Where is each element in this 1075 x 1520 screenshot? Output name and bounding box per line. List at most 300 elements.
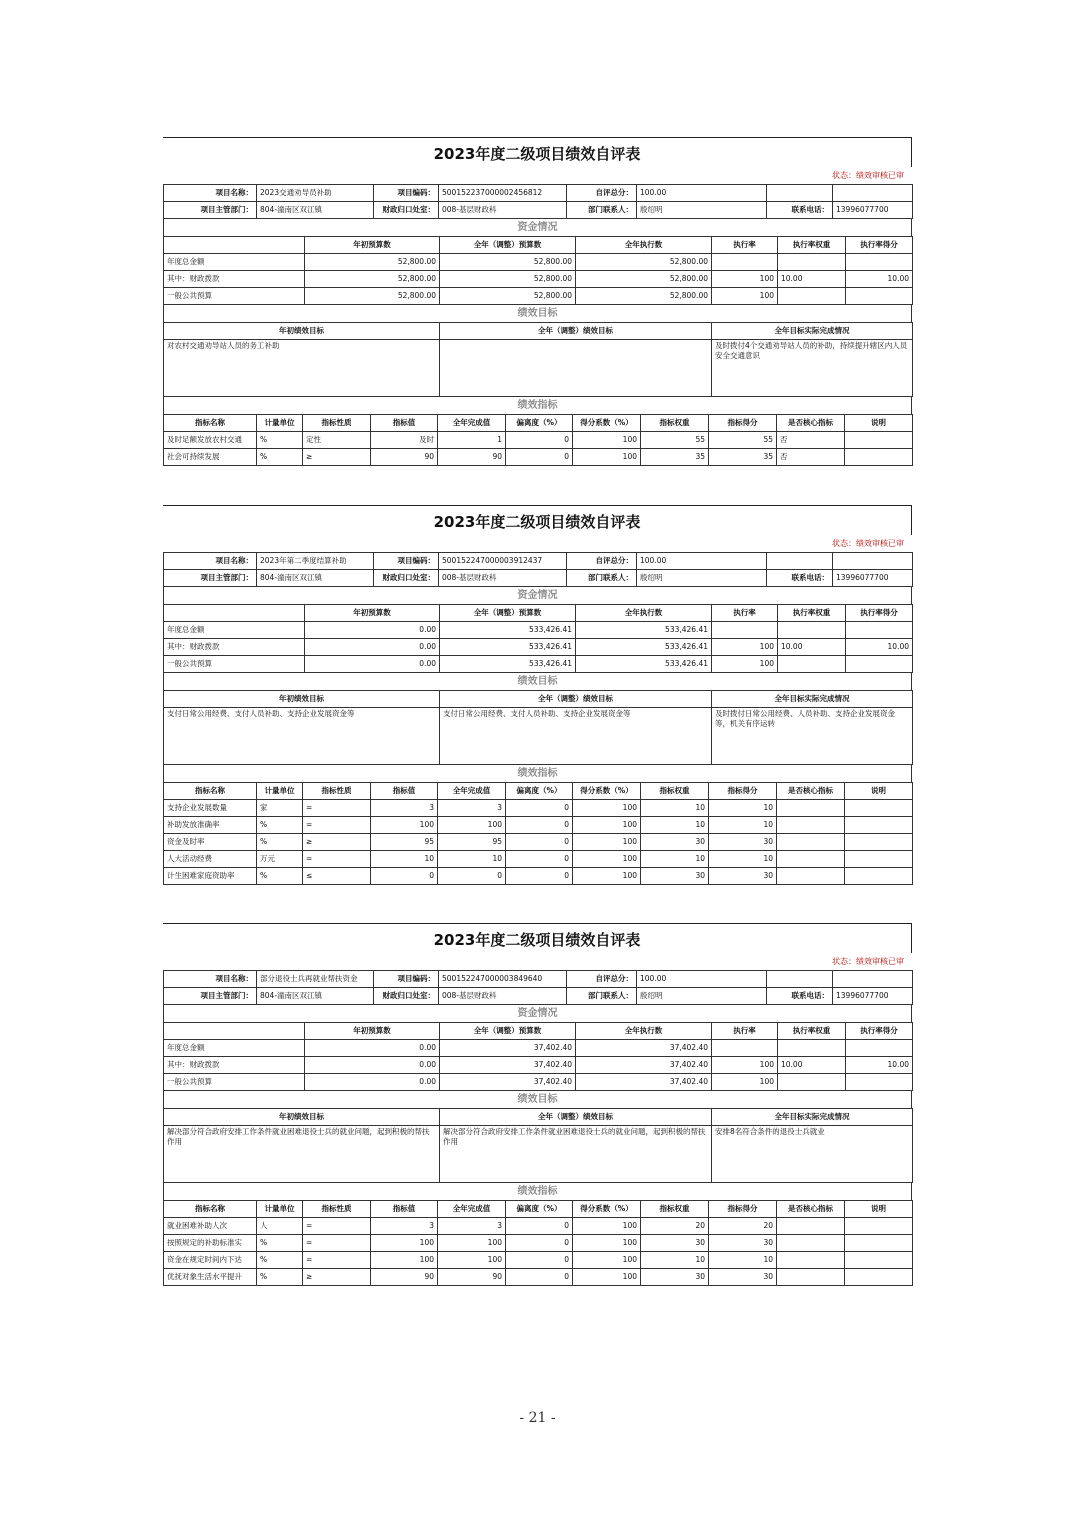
indicator-row — [164, 1235, 913, 1252]
indicator-header: 指标权重 — [641, 415, 709, 432]
funds-row-label: 一般公共预算 — [164, 656, 305, 673]
indicator-coefficient: 100 — [573, 868, 641, 885]
total-score-value: 100.00 — [637, 553, 767, 570]
indicator-weight: 30 — [641, 868, 709, 885]
indicator-score: 30 — [709, 868, 777, 885]
goals-header: 全年（调整）绩效目标 — [440, 323, 712, 340]
department-value: 804-潼南区双江镇 — [257, 988, 374, 1005]
indicator-header: 指标得分 — [709, 1201, 777, 1218]
indicator-header: 是否核心指标 — [777, 1201, 845, 1218]
goals-section-heading: 绩效目标 — [163, 1091, 912, 1108]
indicator-row — [164, 1269, 913, 1286]
funds-cell: 10.00 — [778, 271, 846, 288]
goals-header: 全年目标实际完成情况 — [712, 323, 913, 340]
indicator-core — [777, 868, 845, 885]
indicator-target: 及时 — [371, 432, 438, 449]
empty-cell — [164, 605, 305, 622]
funds-header: 执行率权重 — [778, 237, 846, 254]
funds-cell: 52,800.00 — [440, 254, 576, 271]
funds-header: 执行率权重 — [778, 605, 846, 622]
indicator-score: 30 — [709, 1269, 777, 1286]
indicator-unit: % — [257, 868, 303, 885]
indicator-note — [845, 817, 913, 834]
funds-cell — [846, 254, 913, 271]
indicator-unit: % — [257, 432, 303, 449]
funds-cell: 52,800.00 — [576, 254, 712, 271]
indicator-coefficient: 100 — [573, 800, 641, 817]
indicator-header: 是否核心指标 — [777, 783, 845, 800]
indicator-unit: 万元 — [257, 851, 303, 868]
evaluation-form — [163, 923, 912, 1286]
funds-row — [164, 1040, 913, 1057]
form-title: 2023年度二级项目绩效自评表 — [163, 505, 912, 535]
funds-cell: 0.00 — [305, 622, 440, 639]
funds-table — [163, 1022, 913, 1091]
funds-table — [163, 236, 913, 305]
funds-cell: 52,800.00 — [576, 288, 712, 305]
adjusted-goal-text: 解决部分符合政府安排工作条件就业困难退役士兵的就业问题，起到积极的帮扶作用 — [440, 1126, 712, 1183]
indicator-header: 计量单位 — [257, 783, 303, 800]
funds-cell — [846, 622, 913, 639]
indicator-score: 10 — [709, 1252, 777, 1269]
goals-table — [163, 322, 913, 397]
indicator-actual: 1 — [438, 432, 506, 449]
funds-cell — [846, 1040, 913, 1057]
project-code-value: 500152237000002456812 — [439, 185, 567, 202]
funds-row — [164, 1074, 913, 1091]
indicator-nature: = — [303, 1235, 371, 1252]
indicator-coefficient: 100 — [573, 432, 641, 449]
indicator-header: 指标得分 — [709, 415, 777, 432]
indicator-weight: 10 — [641, 1252, 709, 1269]
indicator-header: 指标名称 — [164, 783, 257, 800]
empty-cell — [833, 553, 913, 570]
funds-header: 年初预算数 — [305, 237, 440, 254]
indicator-deviation: 0 — [506, 834, 573, 851]
evaluation-form — [163, 505, 912, 885]
indicator-score: 30 — [709, 834, 777, 851]
funds-cell: 10.00 — [778, 639, 846, 656]
indicator-actual: 100 — [438, 817, 506, 834]
department-label: 项目主管部门： — [164, 988, 257, 1005]
indicator-unit: % — [257, 1235, 303, 1252]
indicator-score: 20 — [709, 1218, 777, 1235]
funds-row — [164, 271, 913, 288]
indicator-header: 全年完成值 — [438, 783, 506, 800]
indicator-header: 指标值 — [371, 783, 438, 800]
indicator-actual: 100 — [438, 1252, 506, 1269]
indicator-nature: ≥ — [303, 449, 371, 466]
department-label: 项目主管部门： — [164, 202, 257, 219]
funds-cell: 52,800.00 — [440, 288, 576, 305]
funds-cell: 37,402.40 — [440, 1057, 576, 1074]
contact-value: 殷绍明 — [637, 202, 767, 219]
empty-cell — [767, 185, 833, 202]
indicator-header: 指标值 — [371, 1201, 438, 1218]
funds-cell: 10.00 — [846, 271, 913, 288]
goals-table — [163, 1108, 913, 1183]
indicator-name: 资金在规定时间内下达 — [164, 1252, 257, 1269]
goals-header: 年初绩效目标 — [164, 691, 440, 708]
department-value: 804-潼南区双江镇 — [257, 570, 374, 587]
funds-header: 执行率 — [712, 1023, 778, 1040]
indicator-row — [164, 834, 913, 851]
funds-cell — [846, 656, 913, 673]
phone-label: 联系电话： — [767, 202, 833, 219]
empty-cell — [833, 185, 913, 202]
project-name-value: 2023交通劝导员补助 — [257, 185, 374, 202]
funds-row — [164, 288, 913, 305]
phone-value: 13996077700 — [833, 988, 913, 1005]
indicator-actual: 10 — [438, 851, 506, 868]
project-code-label: 项目编码： — [374, 185, 439, 202]
funds-header: 全年（调整）预算数 — [440, 605, 576, 622]
phone-value: 13996077700 — [833, 570, 913, 587]
indicator-target: 90 — [371, 1269, 438, 1286]
page-number: - 21 - — [519, 1410, 556, 1426]
indicator-coefficient: 100 — [573, 1235, 641, 1252]
indicator-nature: ≥ — [303, 1269, 371, 1286]
funds-row-label: 年度总金额 — [164, 622, 305, 639]
goals-section-heading: 绩效目标 — [163, 305, 912, 322]
evaluation-form — [163, 137, 912, 466]
indicator-weight: 30 — [641, 834, 709, 851]
indicator-header: 计量单位 — [257, 1201, 303, 1218]
contact-label: 部门联系人： — [567, 570, 637, 587]
indicator-row — [164, 851, 913, 868]
funds-cell: 0.00 — [305, 1057, 440, 1074]
finance-office-label: 财政归口处室： — [374, 570, 439, 587]
indicator-target: 90 — [371, 449, 438, 466]
contact-label: 部门联系人： — [567, 988, 637, 1005]
funds-cell: 37,402.40 — [576, 1040, 712, 1057]
indicator-note — [845, 834, 913, 851]
project-name-value: 部分退役士兵再就业帮扶资金 — [257, 971, 374, 988]
indicator-deviation: 0 — [506, 817, 573, 834]
funds-cell — [712, 1040, 778, 1057]
funds-cell: 533,426.41 — [576, 656, 712, 673]
indicator-header: 指标得分 — [709, 783, 777, 800]
indicator-deviation: 0 — [506, 1235, 573, 1252]
funds-row-label: 年度总金额 — [164, 254, 305, 271]
status-text: 状态：绩效审核已审 — [832, 957, 904, 966]
empty-cell — [164, 1023, 305, 1040]
indicator-core: 否 — [777, 432, 845, 449]
indicator-actual: 95 — [438, 834, 506, 851]
project-code-label: 项目编码： — [374, 553, 439, 570]
indicator-note — [845, 1269, 913, 1286]
project-info-table — [163, 970, 913, 1005]
funds-cell — [778, 288, 846, 305]
funds-cell: 0.00 — [305, 639, 440, 656]
indicator-header: 指标名称 — [164, 1201, 257, 1218]
indicator-row — [164, 800, 913, 817]
indicator-weight: 20 — [641, 1218, 709, 1235]
indicator-unit: % — [257, 817, 303, 834]
indicator-note — [845, 432, 913, 449]
indicator-nature: = — [303, 1252, 371, 1269]
funds-row — [164, 622, 913, 639]
indicator-header: 指标性质 — [303, 1201, 371, 1218]
finance-office-value: 008-基层财政科 — [439, 988, 567, 1005]
indicator-name: 支持企业发展数量 — [164, 800, 257, 817]
indicators-section-heading: 绩效指标 — [163, 765, 912, 782]
total-score-value: 100.00 — [637, 971, 767, 988]
phone-label: 联系电话： — [767, 988, 833, 1005]
funds-row — [164, 1057, 913, 1074]
indicator-row — [164, 1218, 913, 1235]
actual-completion-text: 安排8名符合条件的退役士兵就业 — [712, 1126, 913, 1183]
indicator-header: 指标权重 — [641, 783, 709, 800]
funds-header: 执行率得分 — [846, 605, 913, 622]
project-code-value: 500152247000003849640 — [439, 971, 567, 988]
funds-header: 全年执行数 — [576, 237, 712, 254]
funds-cell — [778, 254, 846, 271]
project-name-label: 项目名称： — [164, 553, 257, 570]
indicator-target: 3 — [371, 800, 438, 817]
indicator-header: 得分系数（%） — [573, 415, 641, 432]
funds-cell: 0.00 — [305, 1074, 440, 1091]
indicator-coefficient: 100 — [573, 851, 641, 868]
indicator-header: 计量单位 — [257, 415, 303, 432]
project-code-value: 500152247000003912437 — [439, 553, 567, 570]
phone-label: 联系电话： — [767, 570, 833, 587]
indicators-table — [163, 414, 913, 466]
indicator-header: 说明 — [845, 783, 913, 800]
indicator-header: 指标值 — [371, 415, 438, 432]
funds-cell — [712, 622, 778, 639]
indicator-nature: = — [303, 851, 371, 868]
funds-cell: 10.00 — [778, 1057, 846, 1074]
funds-row-label: 其中：财政拨款 — [164, 271, 305, 288]
total-score-label: 自评总分： — [567, 971, 637, 988]
goals-table — [163, 690, 913, 765]
indicator-note — [845, 1218, 913, 1235]
empty-cell — [767, 971, 833, 988]
project-info-table — [163, 184, 913, 219]
funds-cell — [778, 622, 846, 639]
indicators-table — [163, 782, 913, 885]
indicator-actual: 100 — [438, 1235, 506, 1252]
indicator-header: 全年完成值 — [438, 415, 506, 432]
indicator-deviation: 0 — [506, 432, 573, 449]
indicator-target: 95 — [371, 834, 438, 851]
funds-cell — [778, 1074, 846, 1091]
indicator-target: 100 — [371, 817, 438, 834]
indicator-row — [164, 817, 913, 834]
indicator-target: 3 — [371, 1218, 438, 1235]
total-score-value: 100.00 — [637, 185, 767, 202]
funds-cell — [846, 1074, 913, 1091]
indicator-unit: % — [257, 449, 303, 466]
funds-cell: 37,402.40 — [576, 1057, 712, 1074]
indicator-unit: % — [257, 1252, 303, 1269]
goals-header: 年初绩效目标 — [164, 323, 440, 340]
indicator-actual: 0 — [438, 868, 506, 885]
funds-cell: 52,800.00 — [305, 271, 440, 288]
status-text: 状态：绩效审核已审 — [832, 171, 904, 180]
indicator-name: 就业困难补助人次 — [164, 1218, 257, 1235]
indicator-weight: 30 — [641, 1269, 709, 1286]
initial-goal-text: 支付日常公用经费、支付人员补助、支持企业发展资金等 — [164, 708, 440, 765]
indicator-score: 10 — [709, 800, 777, 817]
funds-row — [164, 254, 913, 271]
indicator-nature: = — [303, 817, 371, 834]
funds-cell: 10.00 — [846, 1057, 913, 1074]
goals-header: 全年目标实际完成情况 — [712, 691, 913, 708]
goals-header: 全年目标实际完成情况 — [712, 1109, 913, 1126]
funds-cell — [846, 288, 913, 305]
indicator-nature: = — [303, 800, 371, 817]
indicator-core — [777, 1235, 845, 1252]
indicator-nature: ≤ — [303, 868, 371, 885]
funds-row-label: 一般公共预算 — [164, 1074, 305, 1091]
indicator-target: 100 — [371, 1235, 438, 1252]
indicator-row — [164, 432, 913, 449]
contact-value: 殷绍明 — [637, 988, 767, 1005]
indicator-note — [845, 868, 913, 885]
indicator-target: 0 — [371, 868, 438, 885]
indicator-header: 得分系数（%） — [573, 783, 641, 800]
form-title: 2023年度二级项目绩效自评表 — [163, 137, 912, 167]
indicator-unit: % — [257, 834, 303, 851]
funds-cell — [712, 254, 778, 271]
phone-value: 13996077700 — [833, 202, 913, 219]
indicator-core — [777, 1252, 845, 1269]
indicator-header: 指标性质 — [303, 783, 371, 800]
funds-cell: 100 — [712, 639, 778, 656]
indicator-deviation: 0 — [506, 1218, 573, 1235]
indicator-score: 35 — [709, 449, 777, 466]
funds-cell: 0.00 — [305, 1040, 440, 1057]
funds-cell: 100 — [712, 656, 778, 673]
finance-office-value: 008-基层财政科 — [439, 202, 567, 219]
actual-completion-text: 及时拨付日常公用经费、人员补助、支持企业发展资金等，机关有序运转 — [712, 708, 913, 765]
indicator-note — [845, 851, 913, 868]
indicator-header: 是否核心指标 — [777, 415, 845, 432]
indicator-weight: 30 — [641, 1235, 709, 1252]
finance-office-label: 财政归口处室： — [374, 202, 439, 219]
indicator-deviation: 0 — [506, 868, 573, 885]
empty-cell — [833, 971, 913, 988]
contact-label: 部门联系人： — [567, 202, 637, 219]
indicator-name: 补助发放准确率 — [164, 817, 257, 834]
indicator-weight: 10 — [641, 817, 709, 834]
funds-cell: 533,426.41 — [576, 639, 712, 656]
indicator-header: 偏离度（%） — [506, 1201, 573, 1218]
funds-cell: 52,800.00 — [305, 288, 440, 305]
indicator-coefficient: 100 — [573, 1252, 641, 1269]
empty-cell — [767, 553, 833, 570]
indicator-score: 30 — [709, 1235, 777, 1252]
funds-row-label: 其中：财政拨款 — [164, 639, 305, 656]
funds-cell: 100 — [712, 288, 778, 305]
indicator-nature: ≥ — [303, 834, 371, 851]
funds-cell: 100 — [712, 271, 778, 288]
indicator-header: 偏离度（%） — [506, 415, 573, 432]
indicator-note — [845, 800, 913, 817]
funds-row — [164, 639, 913, 656]
funds-header: 全年执行数 — [576, 605, 712, 622]
indicator-weight: 35 — [641, 449, 709, 466]
total-score-label: 自评总分： — [567, 553, 637, 570]
project-code-label: 项目编码： — [374, 971, 439, 988]
indicator-header: 说明 — [845, 415, 913, 432]
funds-cell: 37,402.40 — [440, 1074, 576, 1091]
funds-cell: 533,426.41 — [440, 639, 576, 656]
funds-cell: 533,426.41 — [576, 622, 712, 639]
funds-header: 执行率得分 — [846, 237, 913, 254]
indicator-coefficient: 100 — [573, 834, 641, 851]
indicator-core — [777, 834, 845, 851]
project-name-label: 项目名称： — [164, 185, 257, 202]
indicator-weight: 55 — [641, 432, 709, 449]
funds-cell: 52,800.00 — [440, 271, 576, 288]
indicator-core — [777, 851, 845, 868]
indicator-weight: 10 — [641, 800, 709, 817]
indicators-table — [163, 1200, 913, 1286]
finance-office-label: 财政归口处室： — [374, 988, 439, 1005]
indicator-score: 55 — [709, 432, 777, 449]
goals-header: 全年（调整）绩效目标 — [440, 691, 712, 708]
indicator-header: 指标名称 — [164, 415, 257, 432]
indicator-core — [777, 800, 845, 817]
funds-row-label: 年度总金额 — [164, 1040, 305, 1057]
goals-header: 年初绩效目标 — [164, 1109, 440, 1126]
indicator-name: 计生困难家庭资助率 — [164, 868, 257, 885]
empty-cell — [164, 237, 305, 254]
funds-cell — [778, 1040, 846, 1057]
contact-value: 殷绍明 — [637, 570, 767, 587]
indicator-row — [164, 449, 913, 466]
indicator-target: 10 — [371, 851, 438, 868]
indicator-score: 10 — [709, 851, 777, 868]
actual-completion-text: 及时拨付4个交通劝导站人员的补助，持续提升辖区内人员安全交通意识 — [712, 340, 913, 397]
indicator-name: 及时足额发放农村交通 — [164, 432, 257, 449]
indicator-unit: % — [257, 1269, 303, 1286]
indicator-name: 优抚对象生活水平提升 — [164, 1269, 257, 1286]
indicator-deviation: 0 — [506, 1269, 573, 1286]
funds-header: 执行率 — [712, 237, 778, 254]
funds-cell: 533,426.41 — [440, 622, 576, 639]
funds-cell: 533,426.41 — [440, 656, 576, 673]
indicator-core — [777, 1269, 845, 1286]
indicator-coefficient: 100 — [573, 1269, 641, 1286]
funds-row-label: 其中：财政拨款 — [164, 1057, 305, 1074]
indicator-deviation: 0 — [506, 851, 573, 868]
funds-header: 年初预算数 — [305, 1023, 440, 1040]
indicator-actual: 90 — [438, 1269, 506, 1286]
indicator-score: 10 — [709, 817, 777, 834]
funds-cell: 10.00 — [846, 639, 913, 656]
indicator-nature: 定性 — [303, 432, 371, 449]
funds-section-heading: 资金情况 — [163, 1005, 912, 1022]
funds-row — [164, 656, 913, 673]
form-title: 2023年度二级项目绩效自评表 — [163, 923, 912, 953]
funds-section-heading: 资金情况 — [163, 219, 912, 236]
indicator-header: 偏离度（%） — [506, 783, 573, 800]
funds-header: 全年（调整）预算数 — [440, 1023, 576, 1040]
indicator-actual: 90 — [438, 449, 506, 466]
indicator-header: 说明 — [845, 1201, 913, 1218]
project-info-table — [163, 552, 913, 587]
funds-cell — [778, 656, 846, 673]
indicator-target: 100 — [371, 1252, 438, 1269]
funds-row-label: 一般公共预算 — [164, 288, 305, 305]
indicator-row — [164, 1252, 913, 1269]
funds-header: 年初预算数 — [305, 605, 440, 622]
indicator-coefficient: 100 — [573, 449, 641, 466]
